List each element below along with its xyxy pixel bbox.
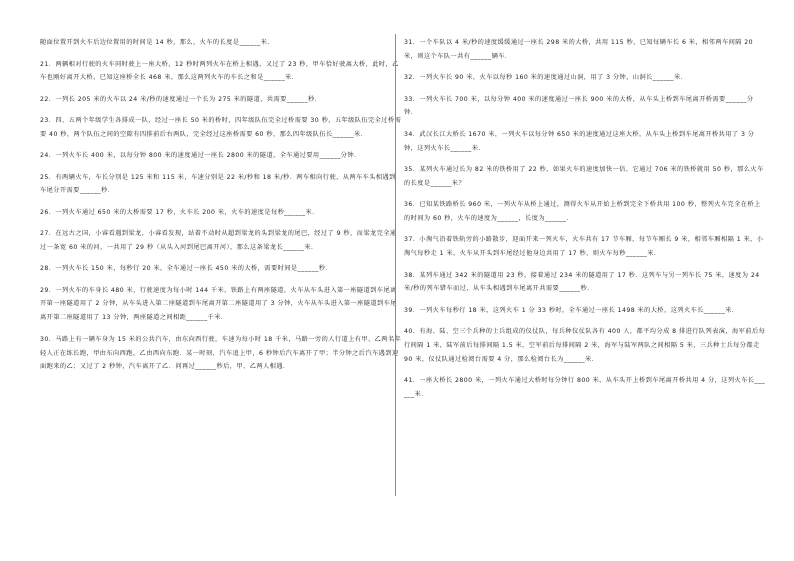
question-30: 30．马路上有一辆车身为 15 米的公共汽车，由东向西行驶，车速为每小时 18 千米，马路一旁的人行道上有甲、乙两名年轻人正在练长跑，甲由东向西跑，乙由西向东跑．某一时刻，汽车追上甲，6 秒钟后汽车离开了甲；半分钟之后汽车遇到迎面跑来的乙；又过了 2 秒钟，汽车离开了乙．问再过______秒后，甲、乙两人相遇． xyxy=(40,335,402,371)
question-22: 22．一列长 205 米的火车以 24 米/秒的速度通过一个长为 275 米的隧道，共需要______秒． xyxy=(40,95,322,103)
question-21: 21．两辆相对行驶的火车同时驶上一座大桥，12 秒时两列火车在桥上相遇，又过了 23 秒，甲车恰好驶离大桥，此时，乙车也刚好离开大桥，已知这座桥全长 468 米，那么这两列火车的车长之和是______米． xyxy=(40,60,399,82)
question-24: 24．一列火车长 400 米，以每分钟 800 米的速度通过一座长 2800 米的隧道，全车通过要用______分钟． xyxy=(40,152,361,160)
question-32: 32．一列火车长 90 米，火车以每秒 160 米的速度通过山洞，用了 3 分钟，山洞长______米． xyxy=(404,74,688,82)
question-41: 41．一座大桥长 2800 米，一列火车通过大桥时每分钟行 800 米，从车头开上桥到车尾离开桥共用 4 分，这列火车长______米． xyxy=(404,377,766,399)
left-column xyxy=(40,36,402,382)
question-36: 36．已知某铁路桥长 960 米，一列火车从桥上通过，测得火车从开始上桥到完全下桥共用 100 秒，整列火车完全在桥上的时间为 60 秒，火车的速度为______，长度为______． xyxy=(404,201,761,223)
question-39: 39．一列火车每秒行 18 米，这列火车 1 分 33 秒时，全车通过一座长 1498 米的大桥，这列火车长______米． xyxy=(404,306,739,314)
question-27: 27．在远古之国，小睿看遇到梁龙，小睿看发现，站着不动时从超到梁龙的头到梁龙的尾巴，经过了 9 秒，而梁龙完全通过一条宽 60 米的河，一共用了 29 秒（从头入河到尾巴离开河），那么这条梁龙长______米． xyxy=(40,230,397,251)
right-column xyxy=(404,36,766,409)
question-31: 31．一个车队以 4 米/秒的速度缓缓通过一座长 298 米的大桥，共用 115 秒，已知每辆车长 6 米，相邻两车间隔 20 米，则这个车队一共有______辆车． xyxy=(404,39,754,60)
question-28: 28．一列火车长 150 米，每秒行 20 米，全车通过一座长 450 米的大桥，需要时间是______秒． xyxy=(40,265,333,273)
question-37: 37．小淘气沿着铁轨旁的小路散步，迎面开来一列火车，火车共有 17 节车厢，每节车厢长 9 米，相邻车厢相隔 1 米，小淘气每秒走 1 米，火车从开头到车尾经过他身边共用了 17 秒，则火车每秒______米． xyxy=(404,236,764,258)
question-25: 25．有两辆火车，车长分别是 125 米和 115 米，车速分别是 22 米/秒和 18 米/秒．两车相向行驶，从两车车头相遇到车尾分开需要______秒． xyxy=(40,173,396,195)
question-29: 29．一列火车的车身长 480 米，行驶速度为每小时 144 千米，铁路上有两座隧道，火车从车头进入第一座隧道到车尾离开第一座隧道用了 2 分钟，从车头进入第二座隧道到车尾离开第二座隧道用了 3 分钟，火车从车头进入第一座隧道到车尾离开第二座隧道用了 13 分钟，两座隧道之间相距______千米． xyxy=(40,286,397,322)
question-23: 23．四、五两个年级学生各排成一队，经过一座长 50 米的桥时，四年级队伍完全过桥需要 30 秒，五年级队伍完全过桥需要 40 秒，两个队伍之间的空隙有四排前后右两队，完全经过这座桥需要 60 秒，那么四年级队伍长______米． xyxy=(40,117,402,138)
question-34: 34．武汉长江大桥长 1670 米，一列火车以每分钟 650 米的速度通过这座大桥，从车头上桥到车尾离开桥共用了 3 分钟，这列火车长______米． xyxy=(404,130,755,152)
question-26: 26．一列火车通过 650 米的大桥需要 17 秒，火车长 200 米，火车的速度是每秒______米． xyxy=(40,208,319,216)
column-divider xyxy=(395,34,396,496)
question-33: 33．一列火车长 700 米，以每分钟 400 米的速度通过一座长 900 米的大桥，从车头上桥到车尾离开桥需要______分钟． xyxy=(404,95,754,117)
question-40: 40．有海、陆、空三个兵种的士兵组成的仪仗队，每兵种仪仗队各有 400 人，都平均分成 8 排进行队列表演，海军前后每行间隔 1 米，陆军前后每排间隔 1.5 米，空军前后每排间隔 2 米，海军与陆军两队之间相隔 5 米，三兵种士兵每分都走 90 米，仪仗队通过检阅台需要 4 分，那么检阅台长为______米． xyxy=(404,328,766,363)
question-38: 38．某列车通过 342 米的隧道用 23 秒，接着通过 234 米的隧道用了 17 秒．这列车与另一列车长 75 米，速度为 24 米/秒的列车错车而过，从车头相遇到车尾离开共需要______秒． xyxy=(404,271,760,293)
question-20-continued: 随面位置开到火车后边位置用的时间是 14 秒，那么，火车的长度是______米． xyxy=(40,39,274,46)
question-35: 35．某列火车通过长为 82 米的铁桥用了 22 秒，如果火车的速度加快一倍，它通过 706 米的铁桥就用 50 秒，那么火车的长度是______米？ xyxy=(404,165,764,187)
